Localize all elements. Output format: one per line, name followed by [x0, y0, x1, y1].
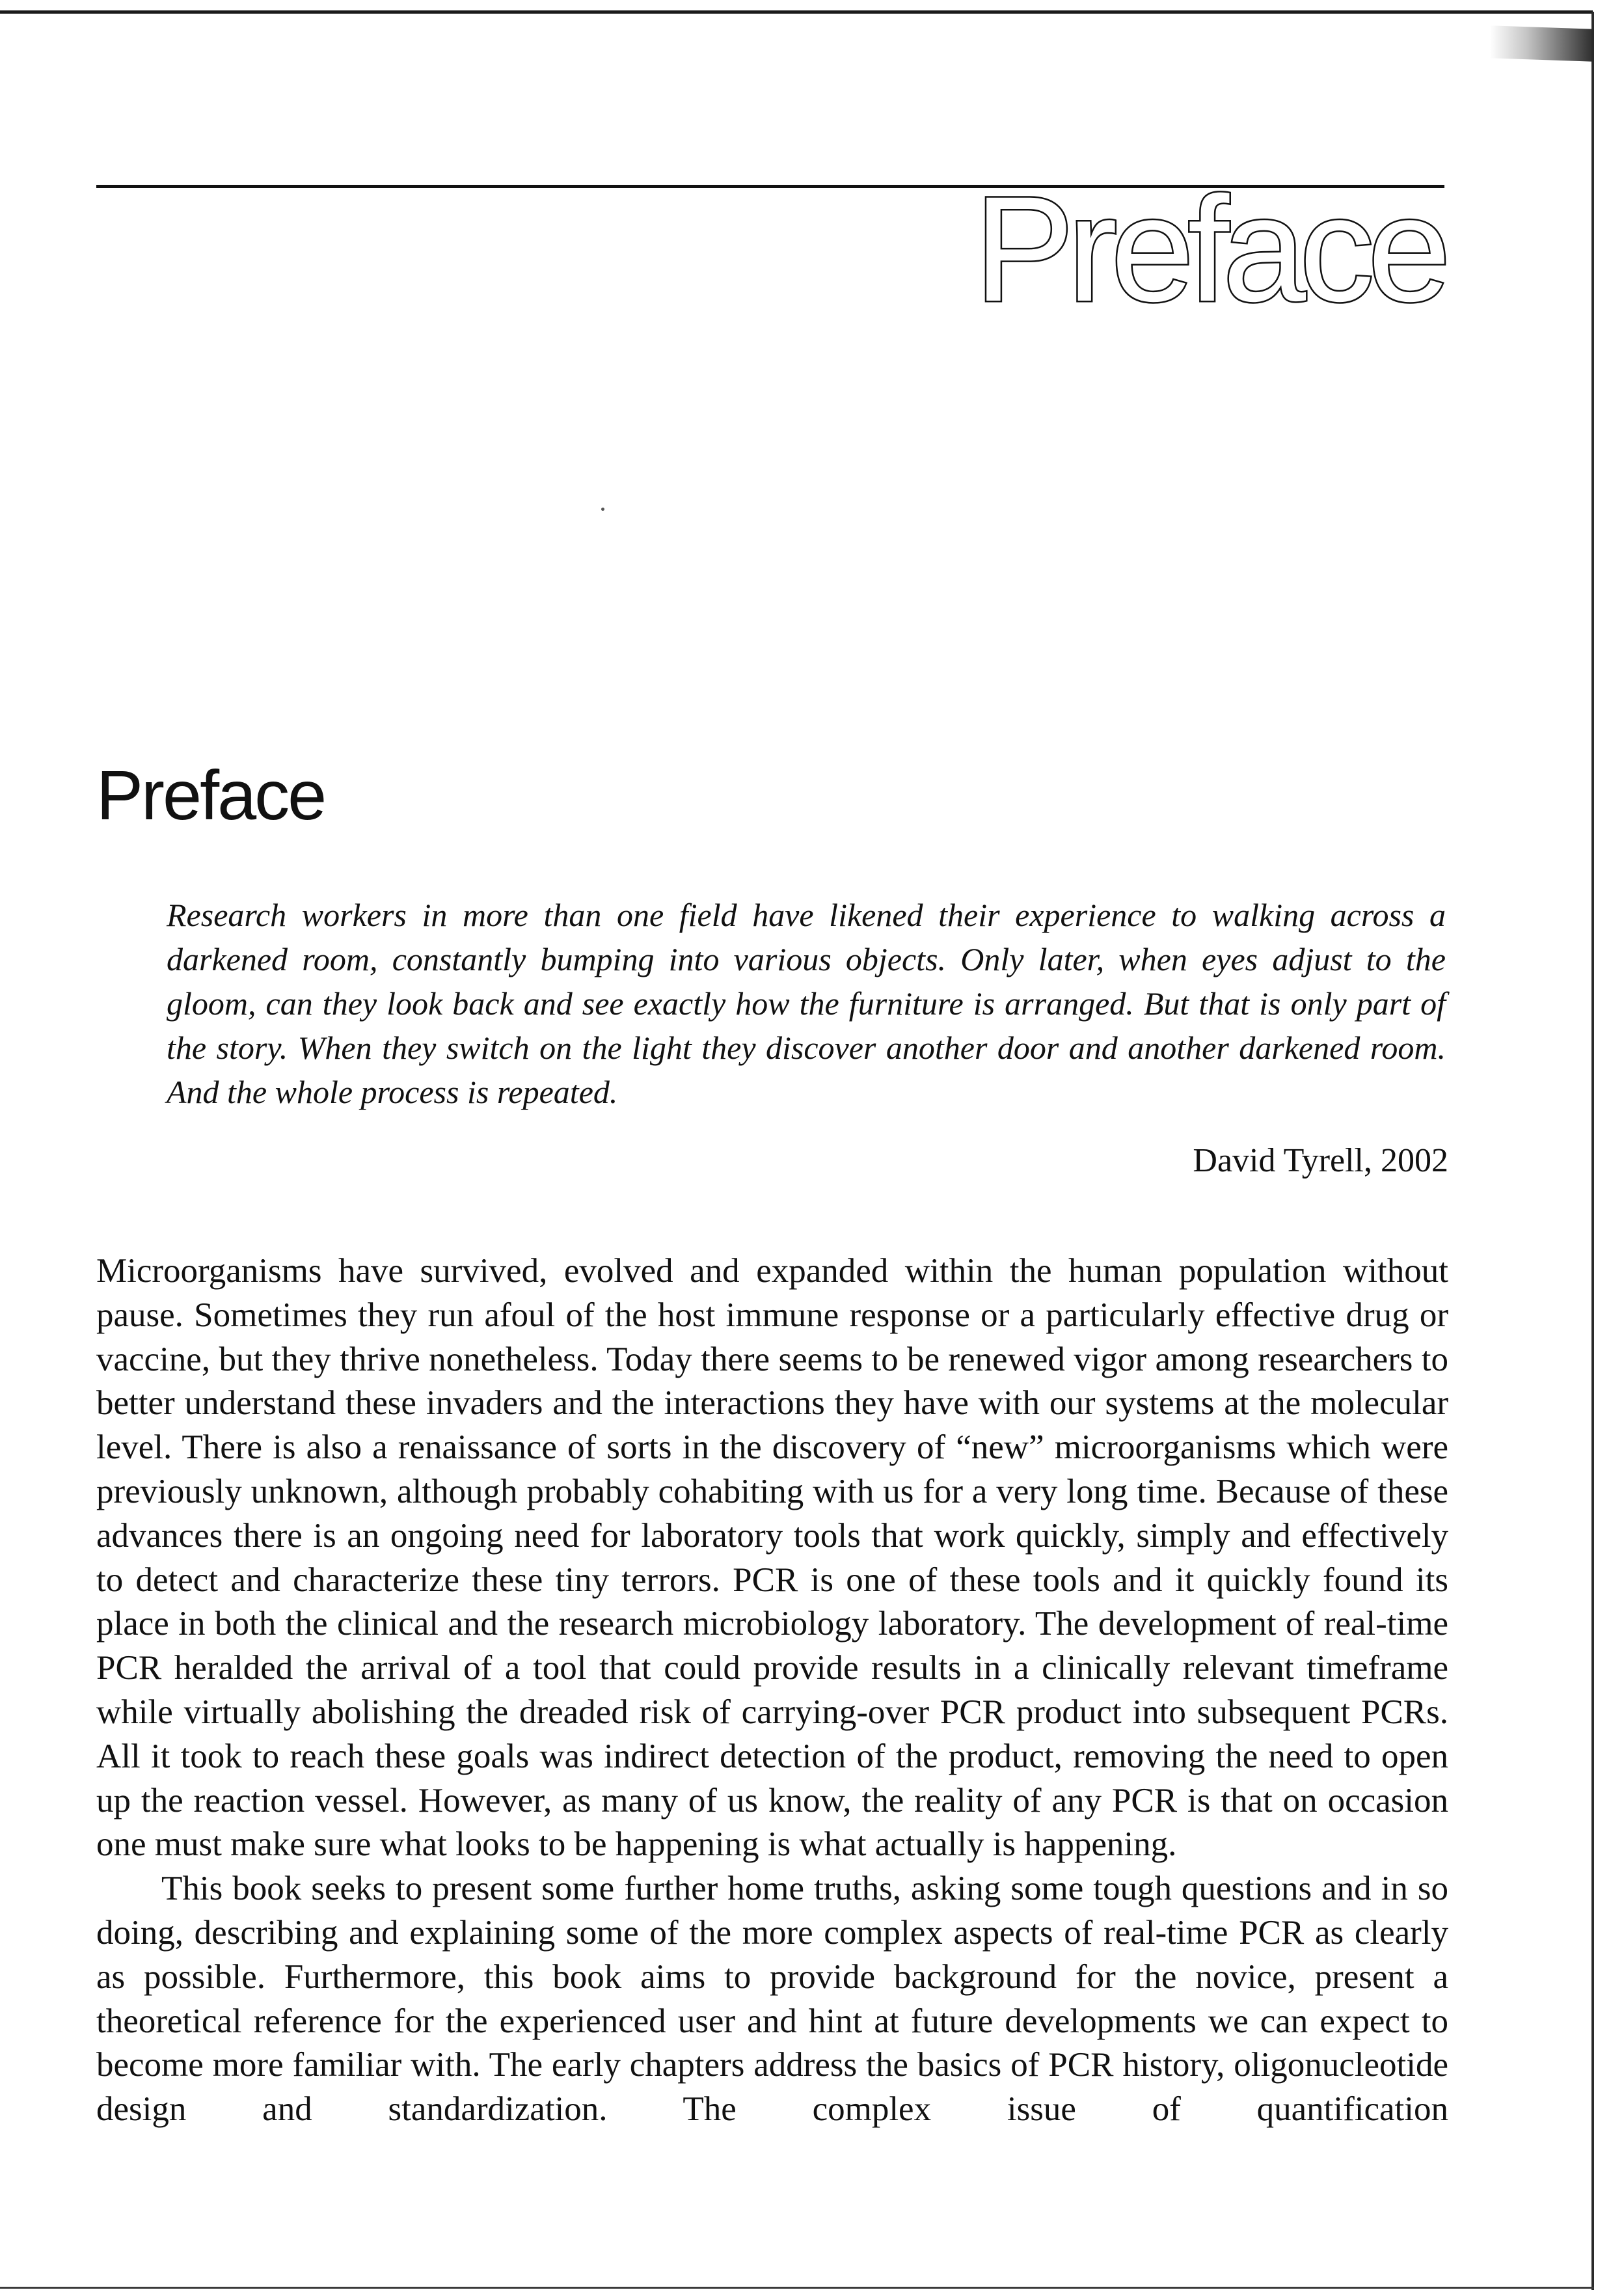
- chapter-title: [974, 165, 1444, 333]
- body-text: [96, 1249, 1448, 2132]
- scan-border-top: [0, 10, 1593, 14]
- scan-border-bottom: [0, 2287, 1594, 2289]
- epigraph-quote: Research workers in more than one field have likened their experience to walking across a darkened room, constantly bumping into various objects. Only later, when eyes adjust to the gloom, can they look back and see exactly how the furniture is arranged. But that is only part of the story. When they switch on the light they discover another door and another darkened room. And the whole process is repeated.: [167, 897, 1446, 1110]
- chapter-title-text: Preface: [974, 165, 1444, 333]
- scan-border-right: [1591, 12, 1594, 2290]
- body-paragraph-2: This book seeks to present some further home truths, asking some tough questions and in so doing, describing and explaining some of the more complex aspects of real-time PCR as clearly as possible. Furthermore, this book aims to provide background for the novice, present a theoretical reference for the experienced user and hint at future developments we can expect to become more familiar with. The early chapters address the basics of PCR history, oligonucleotide design and standardization. The complex issue of quantification: [96, 1870, 1448, 2129]
- scan-speck: [601, 508, 604, 511]
- section-heading: Preface: [96, 756, 325, 834]
- body-paragraph-1: Microorganisms have survived, evolved and expanded within the human population without pause. Sometimes they run afoul of the host immune response or a particularly effective drug or vaccine, but they thrive nonetheless. Today there seems to be renewed vigor among researchers to better understand these invaders and the interactions they have with our systems at the molecular level. There is also a renaissance of sorts in the discovery of “new” microorganisms which were previously unknown, although probably cohabiting with us for a very long time. Because of these advances there is an ongoing need for laboratory tools that work quickly, simply and effectively to detect and characterize these tiny terrors. PCR is one of these tools and it quickly found its place in both the clinical and the research microbiology laboratory. The development of real-time PCR heralded the arrival of a tool that could provide results in a clinically relevant timeframe while virtually abolishing the dreaded risk of carrying-over PCR product into subsequent PCRs. All it took to reach these goals was indirect detection of the product, removing the need to open up the reaction vessel. However, as many of us know, the reality of any PCR is that on occasion one must make sure what looks to be happening is what actually is happening.: [96, 1252, 1448, 1864]
- epigraph-attribution: David Tyrell, 2002: [1193, 1142, 1448, 1179]
- scan-shadow-corner: [1490, 25, 1594, 62]
